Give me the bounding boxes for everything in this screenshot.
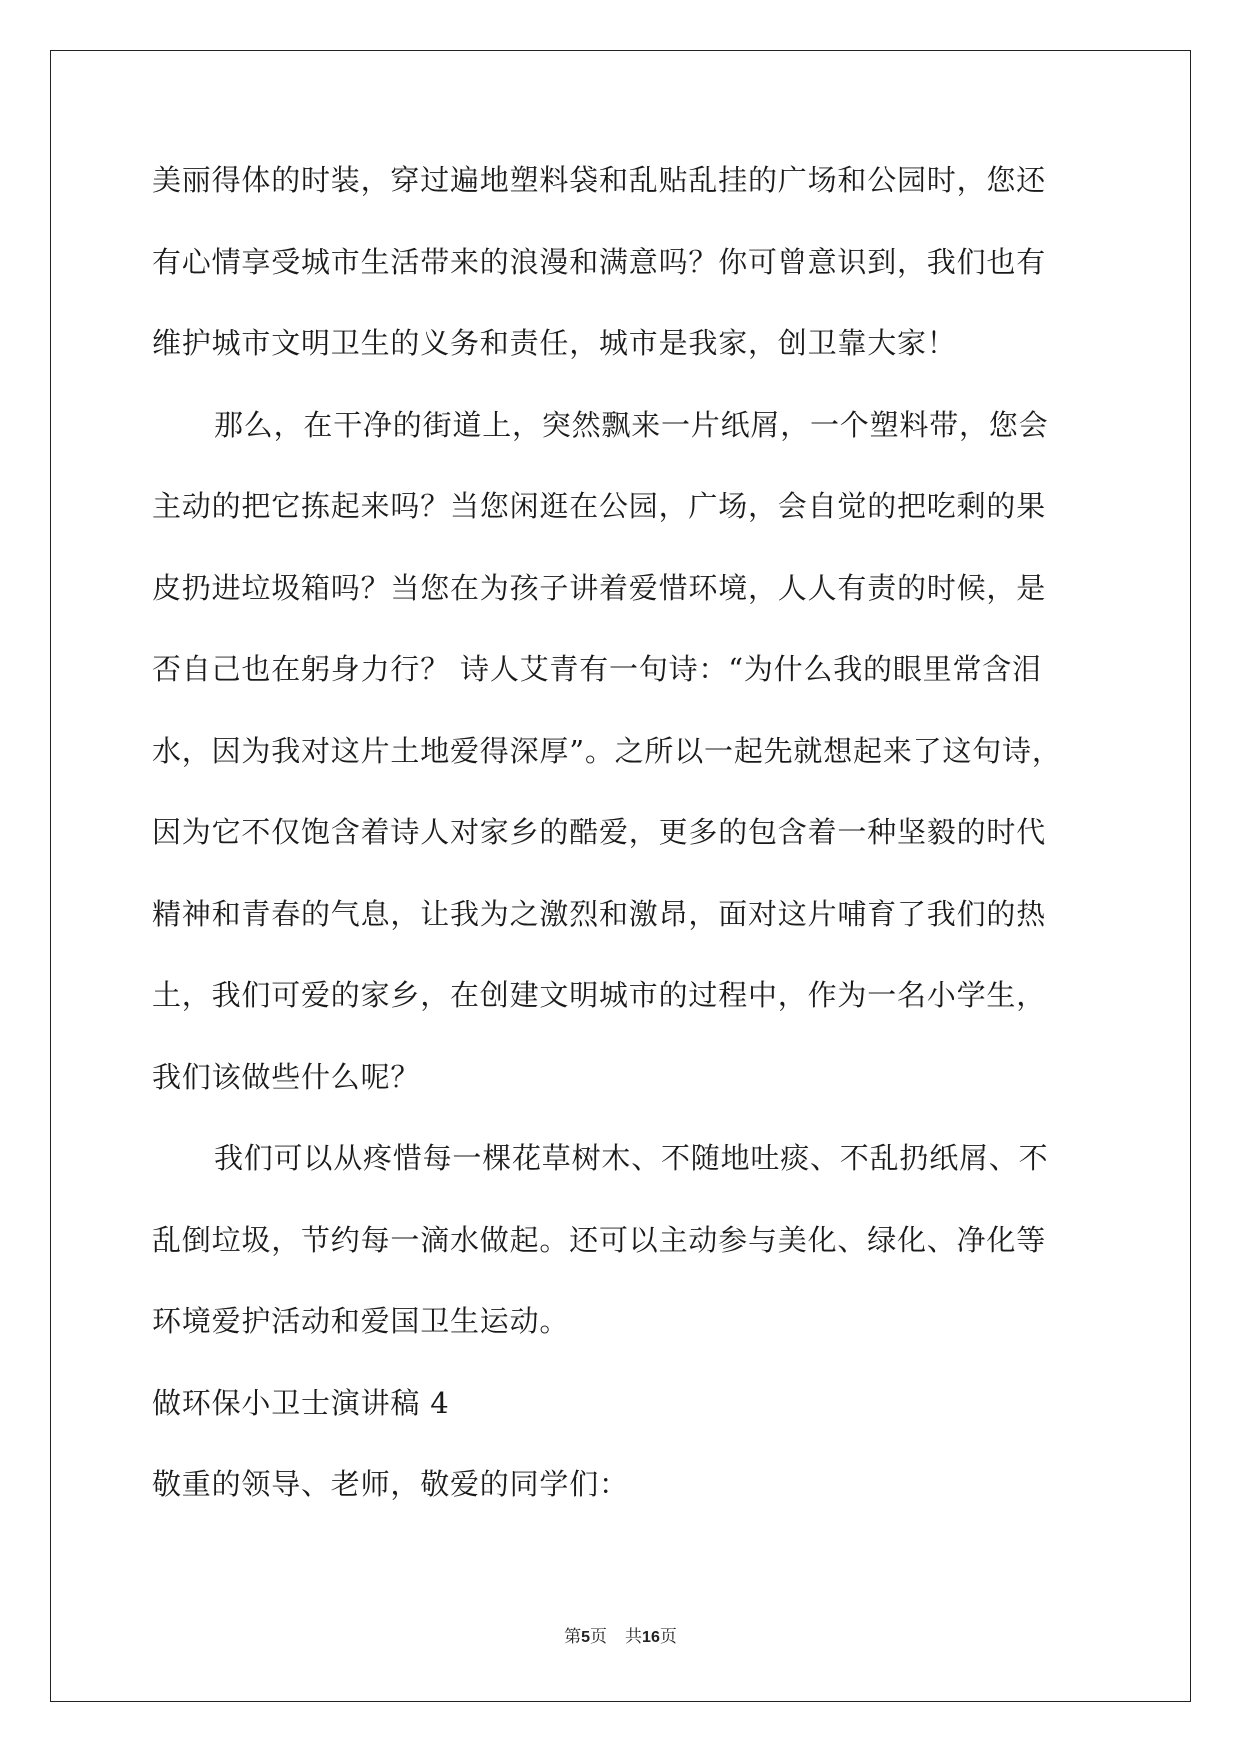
text-line: 我们该做些什么呢？	[152, 1059, 421, 1094]
paragraph-start-line: 那么，在干净的街道上，突然飘来一片纸屑，一个塑料带，您会	[214, 407, 1049, 442]
text-line: 维护城市文明卫生的义务和责任，城市是我家，创卫靠大家！	[152, 326, 957, 360]
text-line: 否自己也在躬身力行？ 诗人艾青有一句诗：“为什么我的眼里常含泪	[152, 652, 1042, 686]
total-suffix: 页	[659, 1627, 677, 1646]
page-prefix: 第	[564, 1627, 582, 1646]
total-prefix: 共	[625, 1627, 643, 1646]
paragraph-start-line: 我们可以从疼惜每一棵花草树木、不随地吐痰、不乱扔纸屑、不	[214, 1141, 1049, 1175]
text-line: 环境爱护活动和爱国卫生运动。	[152, 1304, 570, 1338]
page-footer	[0, 1622, 1241, 1647]
page-number: 5	[581, 1629, 591, 1646]
document-body	[152, 160, 1092, 1546]
text-line: 精神和青春的气息，让我为之激烈和激昂，面对这片哺育了我们的热	[152, 896, 1047, 931]
text-line: 皮扔进垃圾箱吗？当您在为孩子讲着爱惜环境，人人有责的时候，是	[152, 570, 1047, 605]
text-line: 土，我们可爱的家乡，在创建文明城市的过程中，作为一名小学生，	[152, 978, 1047, 1012]
text-line: 因为它不仅饱含着诗人对家乡的酷爱，更多的包含着一种坚毅的时代	[152, 815, 1047, 849]
page-suffix: 页	[590, 1627, 608, 1646]
text-line: 有心情享受城市生活带来的浪漫和满意吗？你可曾意识到，我们也有	[152, 244, 1047, 279]
section-heading: 做环保小卫士演讲稿 4	[152, 1385, 450, 1420]
salutation-line: 敬重的领导、老师，敬爱的同学们：	[152, 1467, 629, 1501]
text-line: 美丽得体的时装，穿过遍地塑料袋和乱贴乱挂的广场和公园时，您还	[152, 163, 1047, 197]
text-line: 水，因为我对这片土地爱得深厚”。之所以一起先就想起来了这句诗，	[152, 733, 1062, 768]
text-line: 主动的把它拣起来吗？当您闲逛在公园，广场，会自觉的把吃剩的果	[152, 489, 1047, 523]
text-line: 乱倒垃圾，节约每一滴水做起。还可以主动参与美化、绿化、净化等	[152, 1222, 1047, 1257]
total-pages: 16	[642, 1629, 660, 1646]
